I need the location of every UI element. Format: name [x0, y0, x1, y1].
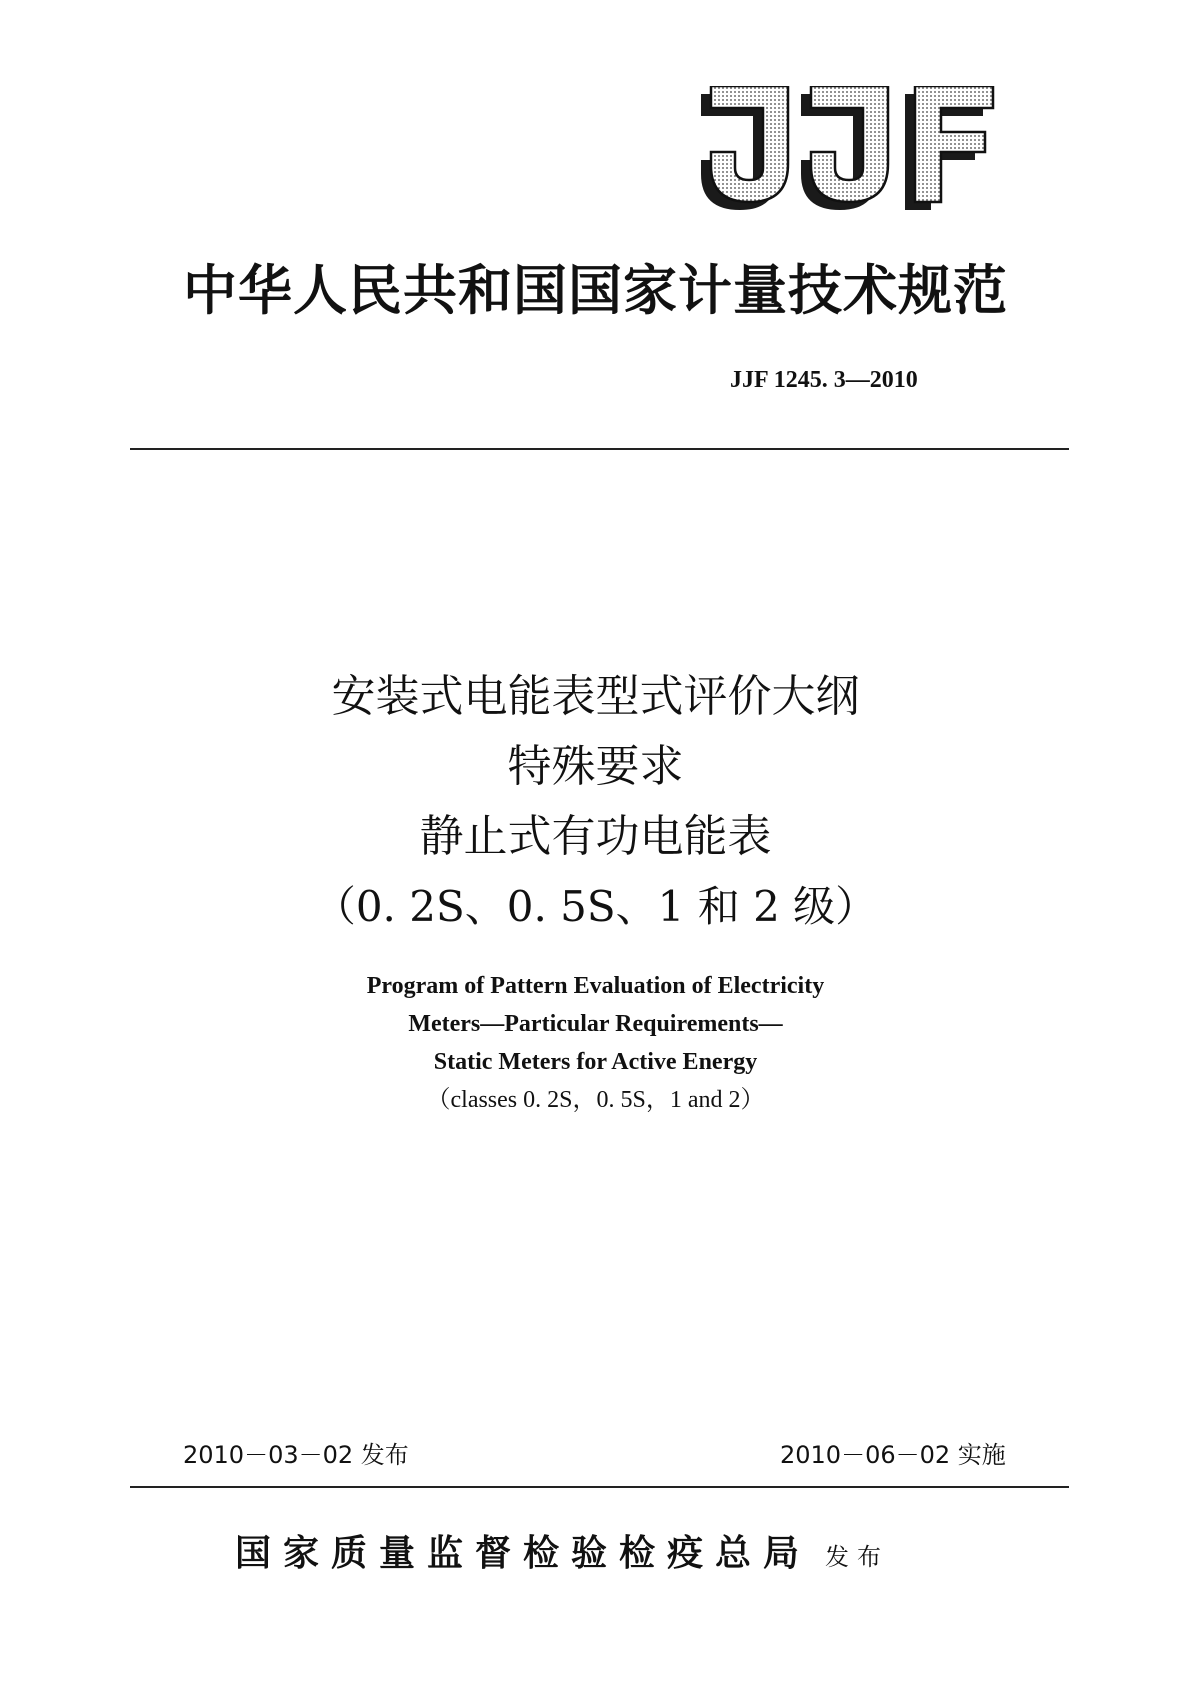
english-title-block	[0, 967, 1191, 1119]
top-divider	[130, 448, 1069, 450]
english-title-classes: （classes 0. 2S，0. 5S，1 and 2）	[426, 1087, 765, 1113]
english-title-line-1: Program of Pattern Evaluation of Electricity	[366, 973, 825, 999]
chinese-title-classes: （0. 2S、0. 5S、1 和 2 级）	[313, 882, 878, 931]
implementation-date: 2010－06－02 实施	[780, 1441, 1006, 1469]
english-title-line-2: Meters—Particular Requirements—	[408, 1011, 783, 1037]
chinese-title-line-1: 安装式电能表型式评价大纲	[331, 671, 860, 722]
english-title-line-3: Static Meters for Active Energy	[433, 1049, 758, 1075]
jjf-logo	[693, 86, 1003, 211]
publisher-line	[235, 1525, 889, 1576]
chinese-title-line-2: 特殊要求	[507, 741, 684, 792]
standard-number: JJF 1245. 3—2010	[730, 367, 918, 393]
logo-letter-j1	[701, 86, 788, 210]
chinese-title-block	[0, 662, 1191, 942]
issue-date: 2010－03－02 发布	[183, 1441, 409, 1469]
publisher-label: 发布	[825, 1543, 890, 1571]
regulation-category-title: 中华人民共和国国家计量技术规范	[183, 258, 1008, 322]
logo-letter-f	[905, 86, 993, 210]
publisher-name: 国家质量监督检验检疫总局	[235, 1532, 812, 1574]
chinese-title-line-3: 静止式有功电能表	[419, 811, 772, 862]
logo-letter-j2	[801, 86, 888, 210]
bottom-divider	[130, 1486, 1069, 1488]
